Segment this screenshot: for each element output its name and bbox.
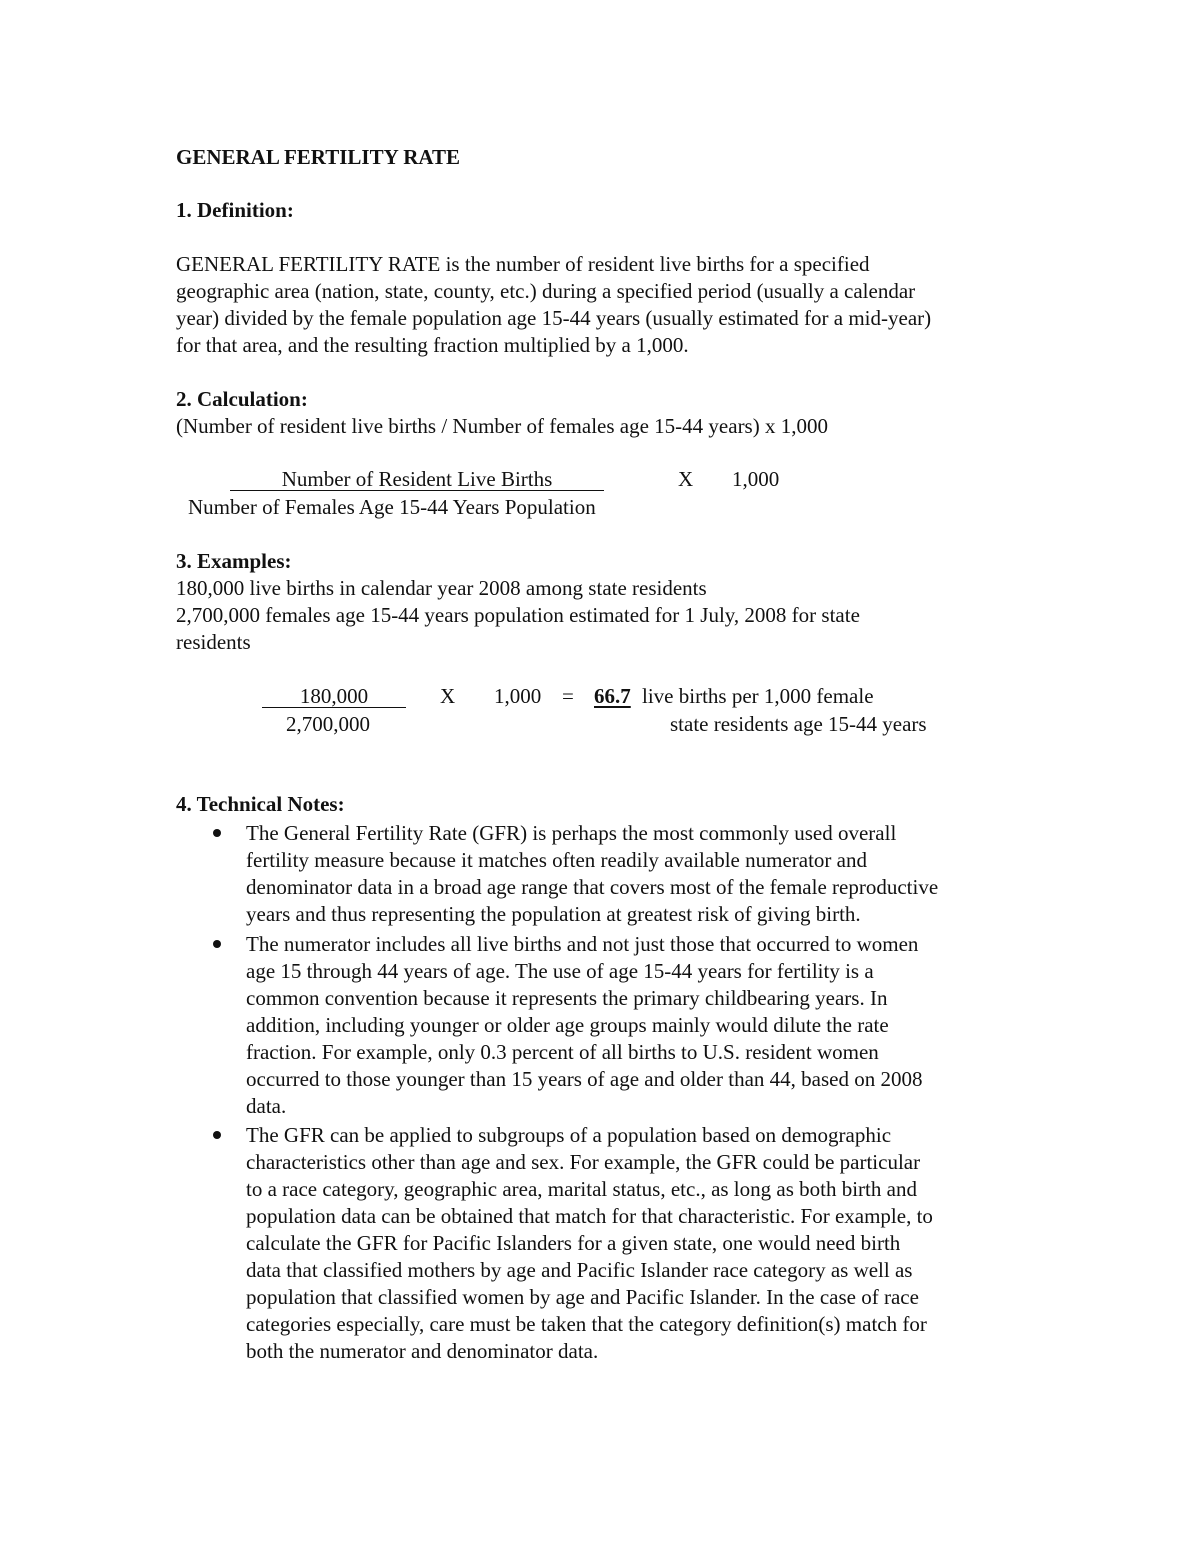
page-title: GENERAL FERTILITY RATE — [176, 145, 460, 169]
definition-line: geographic area (nation, state, county, etc.) during a specified period (usually a calendar — [176, 279, 916, 303]
example-result-text: live births per 1,000 female — [642, 684, 874, 708]
definition-line: GENERAL FERTILITY RATE is the number of resident live births for a specified — [176, 252, 870, 276]
example-fraction-bar — [262, 707, 406, 708]
note-line: characteristics other than age and sex. For example, the GFR could be particular — [246, 1150, 921, 1174]
note-line: data that classified mothers by age and Pacific Islander race category as well as — [246, 1258, 913, 1282]
note-line: population that classified women by age and Pacific Islander. In the case of race — [246, 1285, 919, 1309]
technical-note-item — [246, 820, 1046, 928]
note-line: population data can be obtained that match for that characteristic. For example, to — [246, 1204, 933, 1228]
note-line: to a race category, geographic area, marital status, etc., as long as both birth and — [246, 1177, 917, 1201]
bullet-icon — [213, 1131, 221, 1139]
definition-heading: 1. Definition: — [176, 198, 294, 222]
bullet-icon — [213, 940, 221, 948]
formula-numerator: Number of Resident Live Births — [281, 467, 553, 491]
example-line: 2,700,000 females age 15-44 years population estimated for 1 July, 2008 for state — [176, 603, 860, 627]
note-line: both the numerator and denominator data. — [246, 1339, 599, 1363]
note-line: years and thus representing the population at greatest risk of giving birth. — [246, 902, 861, 926]
example-line: 180,000 live births in calendar year 2008 among state residents — [176, 576, 707, 600]
note-line: data. — [246, 1094, 287, 1118]
example-equals: = — [562, 684, 574, 708]
note-line: addition, including younger or older age groups mainly would dilute the rate — [246, 1013, 889, 1037]
definition-line: for that area, and the resulting fraction multiplied by a 1,000. — [176, 333, 689, 357]
note-line: fraction. For example, only 0.3 percent of all births to U.S. resident women — [246, 1040, 879, 1064]
calculation-formula-text: (Number of resident live births / Number of females age 15-44 years) x 1,000 — [176, 414, 828, 438]
formula-denominator: Number of Females Age 15-44 Years Population — [188, 495, 596, 519]
calculation-heading: 2. Calculation: — [176, 387, 308, 411]
definition-line: year) divided by the female population age 15-44 years (usually estimated for a mid-year) — [176, 306, 932, 330]
note-line: fertility measure because it matches often readily available numerator and — [246, 848, 867, 872]
technical-notes-heading: 4. Technical Notes: — [176, 792, 345, 816]
example-line: residents — [176, 630, 251, 654]
technical-note-item — [246, 931, 1046, 1120]
formula-fraction-bar — [230, 490, 604, 491]
examples-paragraph — [176, 575, 1036, 656]
example-denominator: 2,700,000 — [286, 712, 370, 736]
note-line: The General Fertility Rate (GFR) is perhaps the most commonly used overall — [246, 821, 897, 845]
note-line: The numerator includes all live births and not just those that occurred to women — [246, 932, 919, 956]
formula-times: X — [678, 467, 694, 491]
definition-paragraph — [176, 251, 1036, 359]
example-result-text-continued: state residents age 15-44 years — [670, 712, 927, 736]
example-times: X — [440, 684, 456, 708]
example-multiplier: 1,000 — [494, 684, 542, 708]
technical-note-item — [246, 1122, 1046, 1365]
note-line: denominator data in a broad age range that covers most of the female reproductive — [246, 875, 939, 899]
note-line: age 15 through 44 years of age. The use of age 15-44 years for fertility is a — [246, 959, 874, 983]
example-numerator: 180,000 — [299, 684, 369, 708]
note-line: The GFR can be applied to subgroups of a population based on demographic — [246, 1123, 892, 1147]
note-line: common convention because it represents the primary childbearing years. In — [246, 986, 888, 1010]
bullet-icon — [213, 829, 221, 837]
note-line: occurred to those younger than 15 years of age and older than 44, based on 2008 — [246, 1067, 923, 1091]
note-line: categories especially, care must be taken that the category definition(s) match for — [246, 1312, 927, 1336]
note-line: calculate the GFR for Pacific Islanders for a given state, one would need birth — [246, 1231, 901, 1255]
examples-heading: 3. Examples: — [176, 549, 292, 573]
example-result-value: 66.7 — [594, 684, 631, 708]
formula-multiplier: 1,000 — [732, 467, 780, 491]
